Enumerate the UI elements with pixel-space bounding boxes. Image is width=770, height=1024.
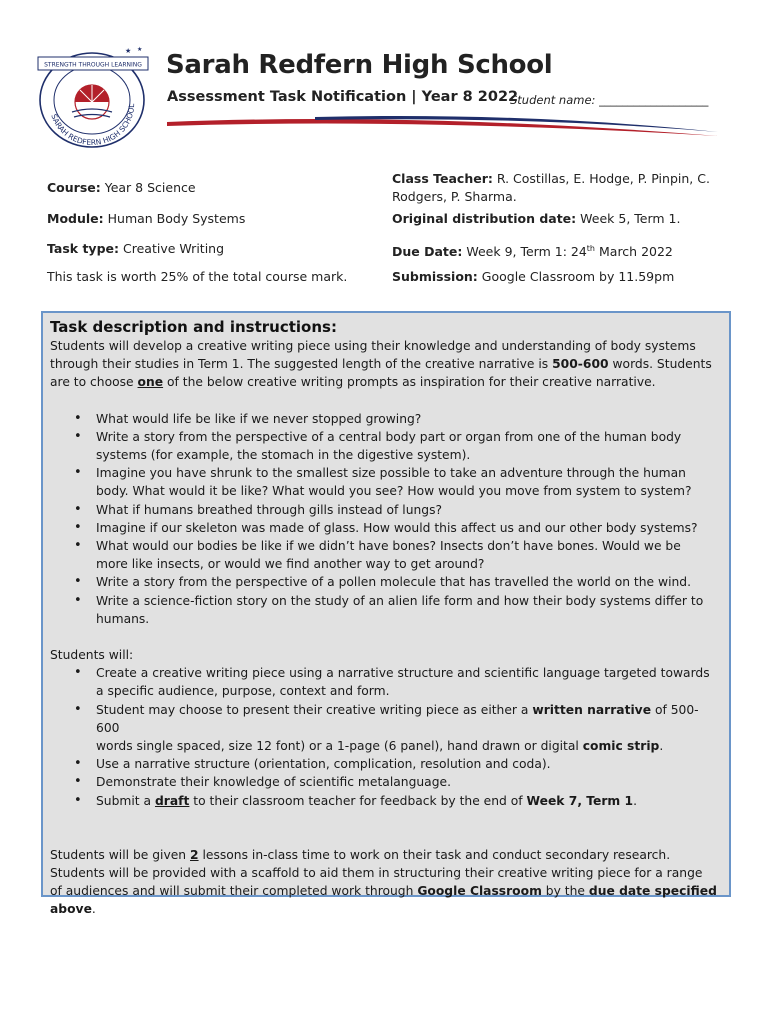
header-swoosh-divider [165,108,720,138]
student-name-field-label: Student name: ___________________ [510,93,709,107]
distribution-date-row: Original distribution date: Week 5, Term 1. [392,211,681,226]
students-will-list [50,664,721,810]
list-item: • Write a story from the perspective of a central body part or organ from one of the human body systems (for example, the stomach in the digestive system). [50,428,721,464]
school-title: Sarah Redfern High School [166,50,553,80]
assessment-subtitle: Assessment Task Notification | Year 8 2022 [167,89,519,105]
school-crest-logo [30,40,160,155]
list-item: • What would our bodies be like if we didn’t have bones? Insects don’t have bones. Would we be more like insects, or would we find another way to get around? [50,537,721,573]
module-row: Module: Human Body Systems [47,211,246,226]
task-description-box [41,311,731,917]
list-item: • Create a creative writing piece using a narrative structure and scientific language targeted towards a specific audience, purpose, context and form. [50,664,721,700]
weight-row: This task is worth 25% of the total course mark. [47,269,348,284]
list-item: • Student may choose to present their creative writing piece as either a written narrative of 500-600 words single spaced, size 12 font) or a 1-page (6 panel), hand drawn or digital comic strip. [50,701,721,756]
logo-banner-text: STRENGTH THROUGH LEARNING [44,61,142,69]
prompt-list [50,410,721,628]
task-intro: Students will develop a creative writing piece using their knowledge and understanding of body systems through their studies in Term 1. The suggested length of the creative narrative is 500-600 words. Students are to choose one of the below creative writing prompts as inspiration for their creative narrative. [50,339,712,390]
list-item: • Imagine if our skeleton was made of glass. How would this affect us and our other body systems? [50,519,721,537]
logo-ring-text: SARAH REDFERN HIGH SCHOOL [49,103,137,148]
students-will-heading: Students will: [50,648,134,663]
task-heading: Task description and instructions: [50,318,337,336]
submission-row: Submission: Google Classroom by 11.59pm [392,269,675,284]
list-item: • Imagine you have shrunk to the smallest size possible to take an adventure through the human body. What would it be like? What would you see? How would you move from system to system? [50,464,721,500]
list-item: • What would life be like if we never stopped growing? [50,410,721,428]
list-item: • Submit a draft to their classroom teacher for feedback by the end of Week 7, Term 1. [50,792,721,810]
due-date-row: Due Date: Week 9, Term 1: 24th March 2022 [392,244,673,260]
svg-text:★: ★ [137,47,143,53]
task-closing: Students will be given 2 lessons in-class time to work on their task and conduct secondary research. Students will be provided with a scaffold to aid them in structuring their creative writing piece for a range of audiences and will submit their completed work through Google Classroom by the due date specified above. [50,847,717,917]
list-item: • Write a story from the perspective of a pollen molecule that has travelled the world on the wind. [50,573,721,591]
list-item: • Use a narrative structure (orientation, complication, resolution and coda). [50,755,721,773]
list-item: • Demonstrate their knowledge of scientific metalanguage. [50,773,721,791]
task-type-row: Task type: Creative Writing [47,241,225,256]
svg-text:★: ★ [125,48,132,55]
list-item: • Write a science-fiction story on the study of an alien life form and how their body systems differ to humans. [50,592,721,628]
course-row: Course: Year 8 Science [47,180,196,195]
class-teacher-row: Class Teacher: R. Costillas, E. Hodge, P. Pinpin, C. Rodgers, P. Sharma. [392,171,710,204]
list-item: • What if humans breathed through gills instead of lungs? [50,501,721,519]
